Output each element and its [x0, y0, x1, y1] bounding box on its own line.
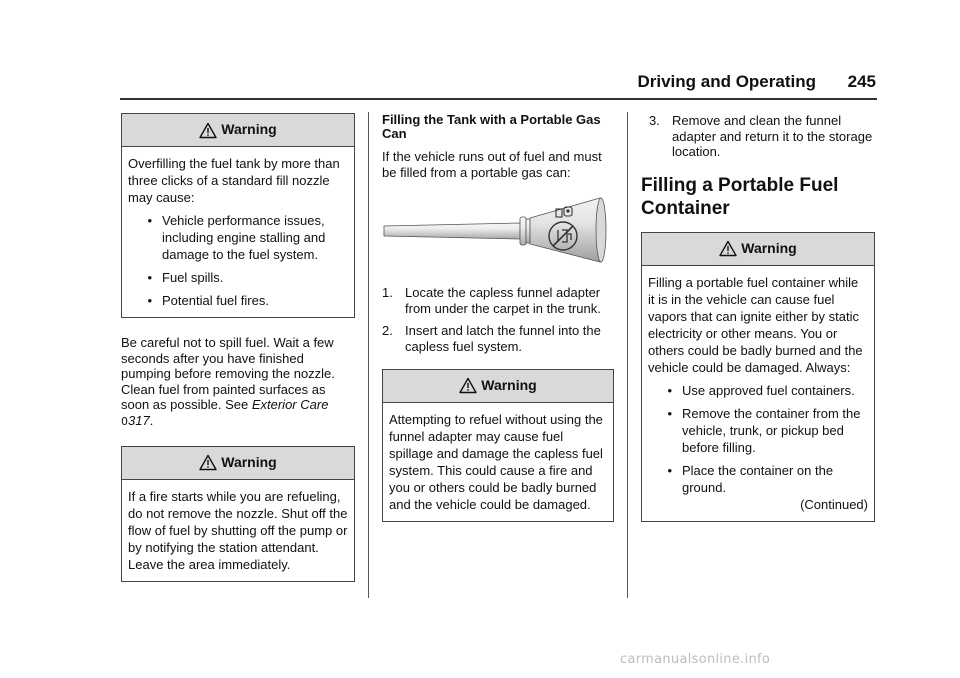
- steps-list: [382, 285, 614, 354]
- page-header: [628, 72, 878, 96]
- funnel-adapter-illustration: [382, 190, 612, 270]
- warning-box-portable-container: [641, 232, 875, 522]
- warning-title: Warning: [221, 121, 277, 138]
- warning-icon: [199, 454, 217, 471]
- list-item: [382, 285, 614, 316]
- bullet-icon: •: [667, 462, 672, 478]
- intro-paragraph: If the vehicle runs out of fuel and must be filled from a portable gas can:: [382, 149, 602, 180]
- cross-reference-link[interactable]: Exterior Care: [251, 397, 329, 413]
- bullet-item: [128, 292, 348, 309]
- warning-header: [642, 233, 874, 266]
- bullet-item: [648, 405, 868, 456]
- bullet-icon: •: [147, 293, 152, 308]
- bullet-text: Place the container on the ground.: [682, 462, 834, 495]
- bullet-text: Fuel spills.: [162, 270, 224, 285]
- column-2: [382, 113, 614, 522]
- column-1: [121, 113, 355, 582]
- header-rule: [120, 98, 877, 100]
- paragraph-text: Be careful not to spill fuel. Wait a few seconds after you have finished pumping before removing the nozzle. Clean fuel from painted surfaces as soon as possible.: [121, 335, 335, 413]
- step-text: Remove and clean the funnel adapter and return it to the storage location.: [672, 113, 873, 160]
- sentence-end: .: [149, 412, 154, 428]
- warning-box-funnel: [382, 369, 614, 522]
- warning-intro: Overfilling the fuel tank by more than three clicks of a standard fill nozzle may cause:: [128, 156, 340, 205]
- list-item: [382, 323, 614, 354]
- bullet-icon: •: [147, 270, 152, 285]
- bullet-item: [648, 462, 868, 496]
- bullet-icon: •: [667, 405, 672, 421]
- section-title: Driving and Operating: [637, 72, 816, 91]
- bullet-text: Potential fuel fires.: [162, 293, 269, 308]
- bullet-text: Use approved fuel containers.: [682, 382, 855, 398]
- bullet-item: [128, 269, 348, 286]
- section-heading: Filling a Portable Fuel Container: [641, 174, 839, 219]
- warning-body: [122, 480, 354, 581]
- bullet-text: Remove the container from the vehicle, trunk, or pickup bed before filling.: [682, 405, 861, 455]
- continued-label: (Continued): [800, 496, 868, 512]
- warning-body: [122, 147, 354, 317]
- warning-title: Warning: [481, 376, 537, 393]
- column-divider-2: [627, 112, 628, 598]
- warning-title: Warning: [221, 453, 277, 470]
- step-text: Insert and latch the funnel into the capless fuel system.: [405, 323, 601, 354]
- watermark-text: carmanualsonline.info: [620, 652, 771, 667]
- step-number: 2.: [382, 323, 393, 339]
- cross-reference-page[interactable]: 317: [128, 412, 150, 428]
- warning-body: [642, 266, 874, 521]
- see-prefix: See: [225, 397, 249, 413]
- page-number: 245: [847, 72, 876, 91]
- section-heading: Filling the Tank with a Portable Gas Can: [382, 112, 601, 141]
- warning-body: [383, 403, 613, 521]
- body-paragraph: [121, 335, 355, 430]
- step-text: Locate the capless funnel adapter from under the carpet in the trunk.: [405, 285, 601, 316]
- bullet-item: [128, 212, 348, 263]
- warning-box-fire: [121, 446, 355, 582]
- step-number: 1.: [382, 285, 393, 301]
- step-number: 3.: [649, 113, 660, 128]
- warning-header: [383, 370, 613, 403]
- bullet-text: Vehicle performance issues, including engine stalling and damage to the fuel system.: [162, 213, 326, 262]
- list-item: [649, 113, 875, 160]
- warning-icon: [459, 377, 477, 394]
- warning-header: [122, 114, 354, 147]
- warning-icon: [199, 122, 217, 139]
- warning-icon: [719, 240, 737, 257]
- bullet-icon: •: [147, 213, 152, 228]
- bullet-icon: •: [667, 382, 672, 398]
- warning-title: Warning: [741, 239, 797, 256]
- warning-text: Attempting to refuel without using the funnel adapter may cause fuel spillage and damage the capless fuel system. This could cause a fire and you or others could be badly burned and the vehicle could be damaged.: [389, 411, 603, 512]
- warning-header: [122, 447, 354, 480]
- warning-intro: Filling a portable fuel container while it is in the vehicle can cause fuel vapors that can ignite either by static electricity or other means. You or others could be badly burned and the vehicle could be damaged. Always:: [648, 274, 863, 375]
- warning-box-overfill: [121, 113, 355, 318]
- page-reference-icon: 0: [121, 414, 128, 428]
- column-3: [641, 113, 875, 522]
- warning-text: If a fire starts while you are refueling, do not remove the nozzle. Shut off the flow of fuel by shutting off the pump or by notifying the station attendant. Leave the area immediately.: [128, 488, 348, 572]
- column-divider-1: [368, 112, 369, 598]
- bullet-item: [648, 382, 868, 399]
